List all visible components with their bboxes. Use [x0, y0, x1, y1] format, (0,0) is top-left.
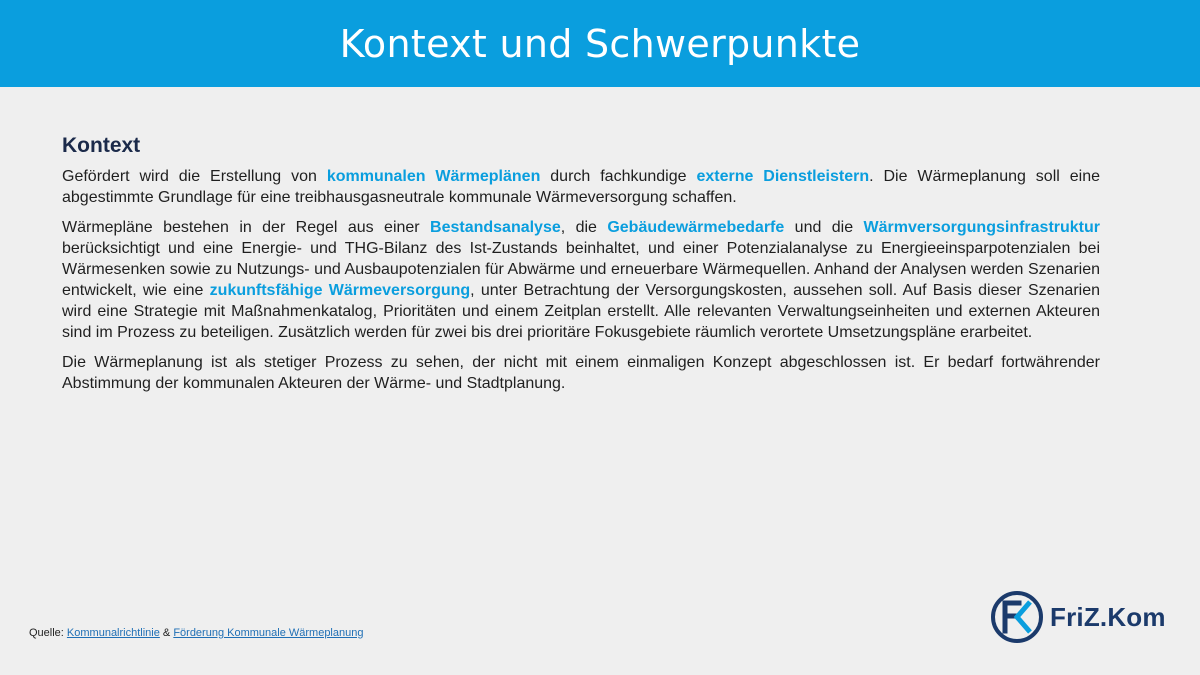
p2-text-2: , die	[560, 219, 608, 236]
p2-text-5: , unter Betrachtung der Versorgungskosten, aussehen soll. Auf Basis dieser Szenarien wird eine Strategie mit Maßnahmenkatalog, Prioritäten und einem Zeitplan erstellt. Alle relevanten Verwaltungseinheiten und externen Akteuren sind im Prozess zu beteiligen. Zusätzlich werden für zwei bis drei prioritäre Fokusgebiete räumlich verortete Umsetzungspläne erarbeitet.	[62, 282, 1101, 341]
p2-text-3: und die	[784, 219, 864, 236]
p2-highlight-2: Gebäudewärmebedarfe	[607, 219, 785, 236]
friz-kom-logo-icon	[990, 590, 1044, 644]
paragraph-2	[62, 217, 1100, 343]
p1-text-1: Gefördert wird die Erstellung von	[62, 168, 327, 185]
p2-text-4: berücksichtigt und eine Energie- und THG-Bilanz des Ist-Zustands beinhaltet, und einer Potenzialanalyse zu Energieeinsparpotenzialen bei Wärmesenken sowie zu Nutzungs- und Ausbaupotenzialen für Abwärme und erneuerbare Wärmequellen. Anhand der Analysen werden Szenarien entwickelt, wie eine	[62, 240, 1100, 299]
page-title: Kontext und Schwerpunkte	[339, 21, 861, 66]
main-content	[62, 134, 1100, 403]
p2-highlight-1: Bestandsanalyse	[430, 219, 561, 236]
source-link-kommunalrichtlinie[interactable]: Kommunalrichtlinie	[66, 627, 160, 639]
p1-highlight-2: externe Dienstleistern	[696, 168, 870, 185]
p2-highlight-4: zukunftsfähige Wärmeversorgung	[209, 282, 471, 299]
section-heading: Kontext	[62, 134, 141, 157]
source-link-foerderung[interactable]: Förderung Kommunale Wärmeplanung	[173, 627, 364, 639]
p2-highlight-3: Wärmversorgungsinfrastruktur	[863, 219, 1100, 236]
p2-text-1: Wärmepläne bestehen in der Regel aus einer	[62, 219, 431, 236]
source-label: Quelle:	[29, 627, 67, 639]
p1-highlight-1: kommunalen Wärmeplänen	[326, 168, 541, 185]
paragraph-3: Die Wärmeplanung ist als stetiger Prozess zu sehen, der nicht mit einem einmaligen Konzept abgeschlossen ist. Er bedarf fortwährender Abstimmung der kommunalen Akteuren der Wärme- und Stadtplanung.	[62, 354, 1100, 392]
p1-text-2: durch fachkundige	[540, 168, 697, 185]
logo-text: FriZ.Kom	[1050, 601, 1166, 632]
source-note	[29, 627, 363, 639]
title-bar	[0, 0, 1200, 87]
source-separator: &	[159, 627, 174, 639]
p1-text-3: . Die Wärmeplanung soll eine abgestimmte Grundlage für eine treibhausgasneutrale kommunale Wärmeversorgung schaffen.	[62, 168, 1100, 206]
paragraph-1	[62, 166, 1100, 208]
logo	[990, 590, 1166, 644]
